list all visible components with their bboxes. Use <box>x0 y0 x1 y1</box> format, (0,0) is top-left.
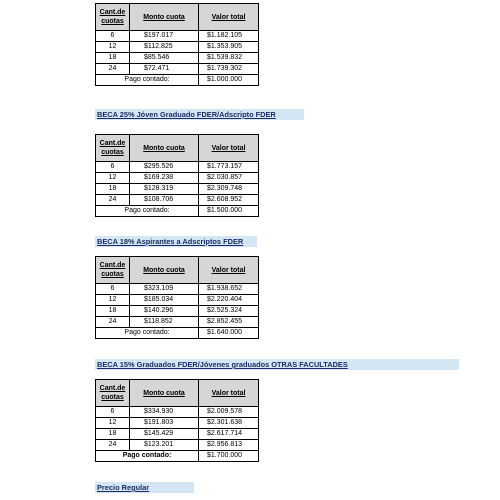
cuotas-cell: 18 <box>96 184 130 195</box>
table-row <box>96 162 259 173</box>
table-row <box>96 195 259 206</box>
header-monto: Monto cuota <box>130 257 199 284</box>
valor-cell: $2.309.748 <box>199 184 259 195</box>
table-row <box>96 42 259 53</box>
heading-text: BECA 18% Aspirantes a Adscriptos FDER <box>97 237 244 246</box>
cuotas-cell: 24 <box>96 317 130 328</box>
contado-row <box>96 451 259 462</box>
header-cuotas: Cant.de cuotas <box>96 380 130 407</box>
cuotas-cell: 18 <box>96 429 130 440</box>
monto-cell: $72.471 <box>130 64 199 75</box>
cuotas-cell: 24 <box>96 195 130 206</box>
contado-value: $1.700.000 <box>199 451 259 462</box>
installments-table <box>95 379 259 462</box>
header-valor: Valor total <box>199 380 259 407</box>
installments-table <box>95 3 259 86</box>
contado-label: Pago contado: <box>96 451 199 462</box>
contado-row <box>96 75 259 86</box>
cuotas-cell: 12 <box>96 418 130 429</box>
monto-cell: $128.319 <box>130 184 199 195</box>
table-row <box>96 418 259 429</box>
valor-cell: $2.009.578 <box>199 407 259 418</box>
table-row <box>96 284 259 295</box>
cuotas-cell: 24 <box>96 64 130 75</box>
contado-value: $1.500.000 <box>199 206 259 217</box>
monto-cell: $145.429 <box>130 429 199 440</box>
cuotas-cell: 6 <box>96 162 130 173</box>
monto-cell: $334.930 <box>130 407 199 418</box>
monto-cell: $112.825 <box>130 42 199 53</box>
table-row <box>96 184 259 195</box>
monto-cell: $185.034 <box>130 295 199 306</box>
contado-row <box>96 328 259 339</box>
contado-value: $1.000.000 <box>199 75 259 86</box>
price-table-2 <box>95 134 259 217</box>
cuotas-cell: 6 <box>96 284 130 295</box>
heading-text: Precio Regular <box>97 483 150 492</box>
table-row <box>96 306 259 317</box>
valor-cell: $1.353.905 <box>199 42 259 53</box>
cuotas-cell: 6 <box>96 407 130 418</box>
table-row <box>96 31 259 42</box>
cuotas-cell: 18 <box>96 306 130 317</box>
header-monto: Monto cuota <box>130 4 199 31</box>
monto-cell: $295.526 <box>130 162 199 173</box>
valor-cell: $1.773.157 <box>199 162 259 173</box>
valor-cell: $1.739.302 <box>199 64 259 75</box>
table-row <box>96 173 259 184</box>
valor-cell: $2.608.952 <box>199 195 259 206</box>
contado-label: Pago contado: <box>96 328 199 339</box>
monto-cell: $118.852 <box>130 317 199 328</box>
monto-cell: $108.706 <box>130 195 199 206</box>
contado-value: $1.640.000 <box>199 328 259 339</box>
cuotas-cell: 12 <box>96 42 130 53</box>
section-heading-beca-18 <box>95 236 257 247</box>
monto-cell: $123.201 <box>130 440 199 451</box>
valor-cell: $2.525.324 <box>199 306 259 317</box>
price-table-1 <box>95 3 259 86</box>
section-heading-precio-regular <box>95 482 194 493</box>
table-row <box>96 317 259 328</box>
table-row <box>96 429 259 440</box>
table-row <box>96 64 259 75</box>
monto-cell: $85.546 <box>130 53 199 64</box>
valor-cell: $2.617.714 <box>199 429 259 440</box>
header-cuotas: Cant.de cuotas <box>96 257 130 284</box>
monto-cell: $169.238 <box>130 173 199 184</box>
valor-cell: $2.301.638 <box>199 418 259 429</box>
cuotas-cell: 24 <box>96 440 130 451</box>
header-cuotas: Cant.de cuotas <box>96 4 130 31</box>
monto-cell: $191.803 <box>130 418 199 429</box>
contado-label: Pago contado: <box>96 75 199 86</box>
header-valor: Valor total <box>199 4 259 31</box>
installments-table <box>95 256 259 339</box>
header-valor: Valor total <box>199 257 259 284</box>
section-heading-beca-15 <box>95 359 459 370</box>
section-heading-beca-25 <box>95 109 304 120</box>
cuotas-cell: 6 <box>96 31 130 42</box>
heading-text: BECA 25% Jóven Graduado FDER/Adscripto FDER <box>97 110 276 119</box>
table-row <box>96 440 259 451</box>
monto-cell: $140.296 <box>130 306 199 317</box>
table-row <box>96 407 259 418</box>
header-monto: Monto cuota <box>130 380 199 407</box>
contado-label: Pago contado: <box>96 206 199 217</box>
monto-cell: $197.017 <box>130 31 199 42</box>
valor-cell: $1.182.105 <box>199 31 259 42</box>
cuotas-cell: 12 <box>96 173 130 184</box>
table-row <box>96 53 259 64</box>
valor-cell: $1.539.832 <box>199 53 259 64</box>
valor-cell: $1.938.652 <box>199 284 259 295</box>
valor-cell: $2.956.813 <box>199 440 259 451</box>
price-table-3 <box>95 256 259 339</box>
valor-cell: $2.220.404 <box>199 295 259 306</box>
monto-cell: $323.109 <box>130 284 199 295</box>
header-valor: Valor total <box>199 135 259 162</box>
heading-text: BECA 15% Graduados FDER/Jóvenes graduados OTRAS FACULTADES <box>97 360 348 369</box>
header-monto: Monto cuota <box>130 135 199 162</box>
cuotas-cell: 18 <box>96 53 130 64</box>
header-cuotas: Cant.de cuotas <box>96 135 130 162</box>
valor-cell: $2.030.857 <box>199 173 259 184</box>
table-row <box>96 295 259 306</box>
valor-cell: $2.852.455 <box>199 317 259 328</box>
price-table-4 <box>95 379 259 462</box>
cuotas-cell: 12 <box>96 295 130 306</box>
installments-table <box>95 134 259 217</box>
contado-row <box>96 206 259 217</box>
